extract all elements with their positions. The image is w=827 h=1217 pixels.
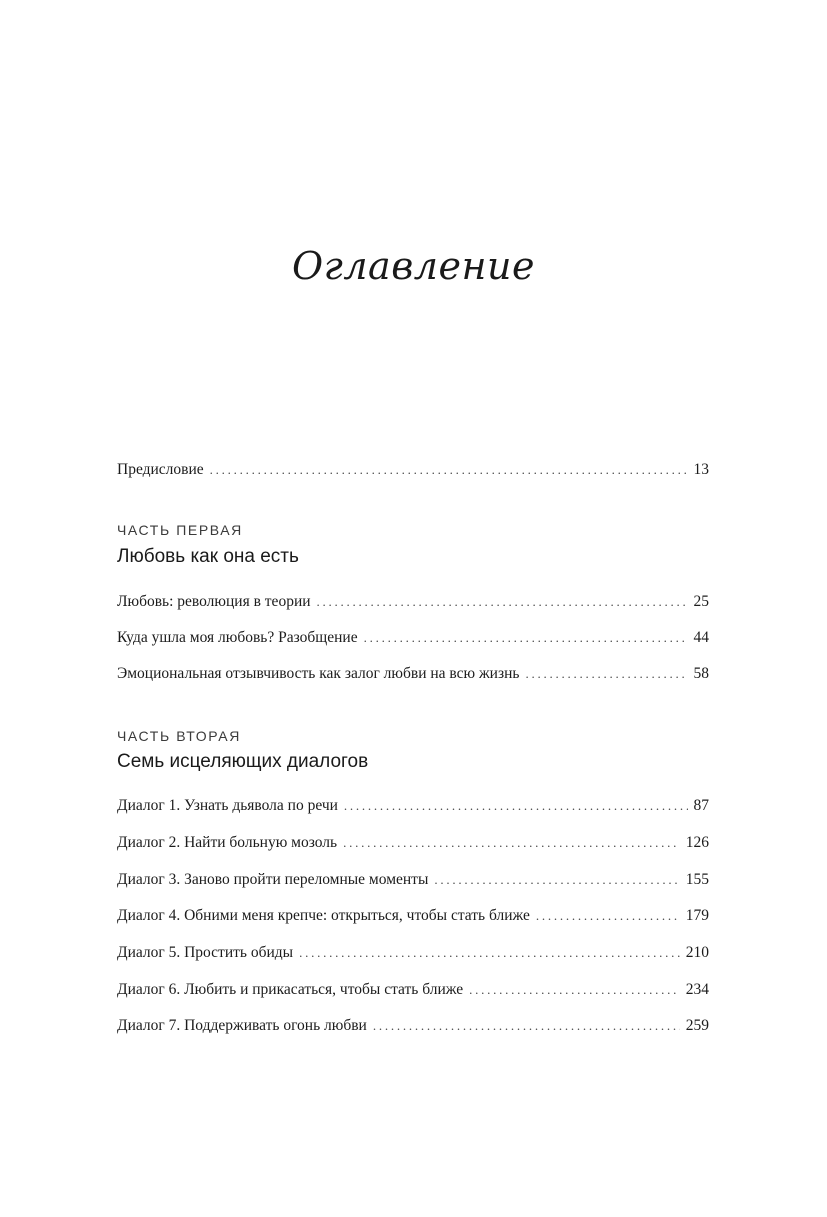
toc-entry-title: Диалог 1. Узнать дьявола по речи (117, 797, 338, 814)
toc-entry[interactable] (117, 870, 709, 890)
toc-entry[interactable] (117, 980, 709, 1000)
dot-leader (343, 833, 680, 853)
toc-entry-title: Предисловие (117, 461, 204, 478)
dot-leader (373, 1016, 680, 1036)
toc-entry-title: Диалог 5. Простить обиды (117, 944, 294, 961)
part-title: Семь исцеляющих диалогов (117, 751, 369, 772)
toc-page-number: 25 (693, 593, 709, 610)
toc-entry[interactable] (117, 592, 709, 612)
toc-entry[interactable] (117, 628, 709, 648)
dot-leader (536, 906, 680, 926)
toc-entry-title: Диалог 6. Любить и прикасаться, чтобы стать ближе (117, 981, 464, 998)
part-label: ЧАСТЬ ВТОРАЯ (117, 728, 241, 744)
dot-leader (364, 628, 688, 648)
page-title: Оглавление (291, 244, 535, 288)
dot-leader (317, 592, 688, 612)
toc-page-number: 210 (685, 944, 709, 961)
toc-entry-preface[interactable] (117, 460, 709, 480)
toc-entry[interactable] (117, 833, 709, 853)
toc-entry-title: Диалог 3. Заново пройти переломные моменты (117, 871, 429, 888)
toc-page-number: 155 (685, 871, 709, 888)
dot-leader (469, 980, 680, 1000)
toc-entry[interactable] (117, 1016, 709, 1036)
toc-page-number: 44 (693, 629, 709, 646)
dot-leader (525, 664, 687, 684)
toc-page-number: 126 (685, 834, 709, 851)
toc-entry-title: Диалог 4. Обними меня крепче: открыться, чтобы стать ближе (117, 907, 530, 924)
dot-leader (210, 460, 688, 480)
part-title: Любовь как она есть (117, 546, 299, 567)
toc-page-number: 179 (685, 907, 709, 924)
toc-page-number: 87 (693, 797, 709, 814)
toc-entry-title: Диалог 2. Найти больную мозоль (117, 834, 338, 851)
part-label: ЧАСТЬ ПЕРВАЯ (117, 522, 243, 538)
toc-entry[interactable] (117, 906, 709, 926)
dot-leader (344, 796, 688, 816)
toc-page-number: 234 (685, 981, 709, 998)
toc-page-number: 259 (685, 1017, 709, 1034)
toc-entry[interactable] (117, 796, 709, 816)
dot-leader (434, 870, 679, 890)
toc-entry-title: Любовь: революция в теории (117, 593, 311, 610)
toc-entry[interactable] (117, 943, 709, 963)
toc-entry-title: Диалог 7. Поддерживать огонь любви (117, 1017, 367, 1034)
toc-page-number: 13 (693, 461, 709, 478)
dot-leader (299, 943, 680, 963)
toc-page-number: 58 (693, 665, 709, 682)
toc-entry-title: Куда ушла моя любовь? Разобщение (117, 629, 358, 646)
toc-entry-title: Эмоциональная отзывчивость как залог любви на всю жизнь (117, 665, 520, 682)
toc-entry[interactable] (117, 664, 709, 684)
